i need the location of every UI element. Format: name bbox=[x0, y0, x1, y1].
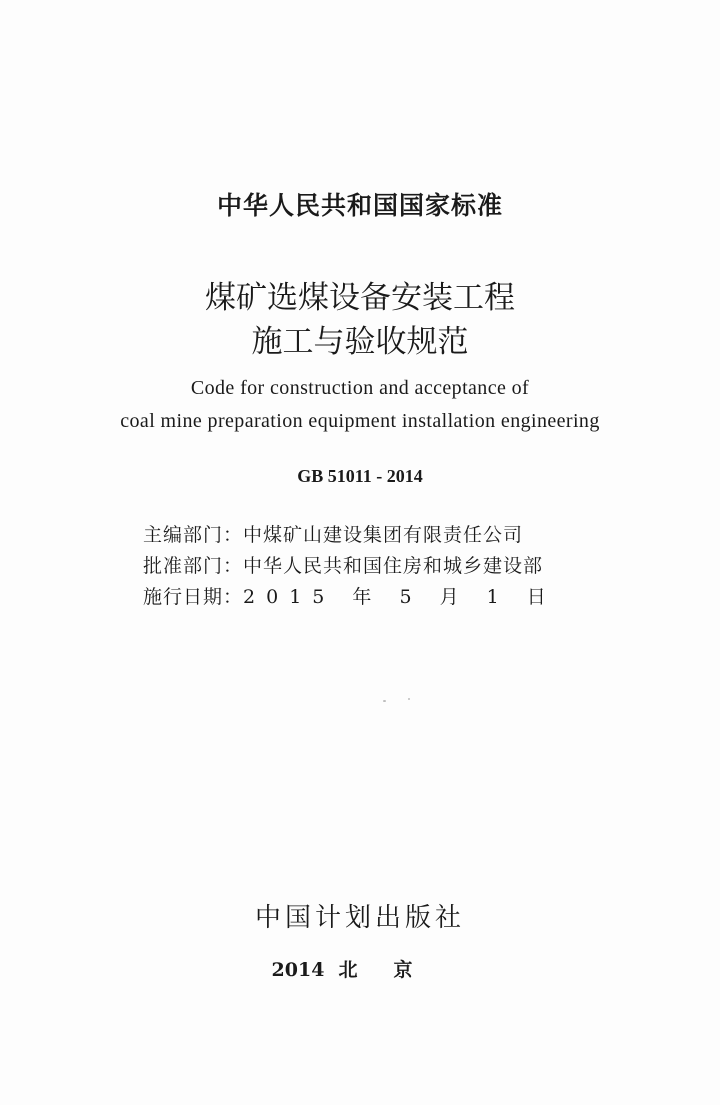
scan-speck bbox=[383, 700, 386, 702]
standard-series: 中华人民共和国国家标准 bbox=[216, 191, 503, 220]
effective-date-label: 施行日期： bbox=[143, 586, 244, 608]
publisher-name: 中国计划出版社 bbox=[254, 903, 465, 933]
editor-value: 中煤矿山建设集团有限责任公司 bbox=[243, 524, 524, 546]
publication-line bbox=[0, 955, 720, 982]
english-title-line-1: Code for construction and acceptance of bbox=[190, 377, 530, 399]
title-line-1: 煤矿选煤设备安装工程 bbox=[205, 280, 515, 316]
approver-row bbox=[143, 551, 583, 578]
editor-label: 主编部门： bbox=[143, 524, 244, 546]
publication-city: 北京 bbox=[338, 959, 449, 981]
english-title-line-2: coal mine preparation equipment installation engineering bbox=[120, 410, 600, 432]
approver-value: 中华人民共和国住房和城乡建设部 bbox=[243, 555, 544, 577]
title-line-2: 施工与验收规范 bbox=[251, 324, 469, 360]
effective-date-row bbox=[143, 582, 583, 609]
publication-year: 2014 bbox=[271, 959, 325, 981]
scan-speck bbox=[408, 698, 410, 700]
standard-code: GB 51011 - 2014 bbox=[297, 466, 423, 486]
effective-date-value: 2015 年 5 月 1 日 bbox=[243, 586, 557, 608]
editor-row bbox=[143, 520, 583, 547]
approver-label: 批准部门： bbox=[143, 555, 244, 577]
